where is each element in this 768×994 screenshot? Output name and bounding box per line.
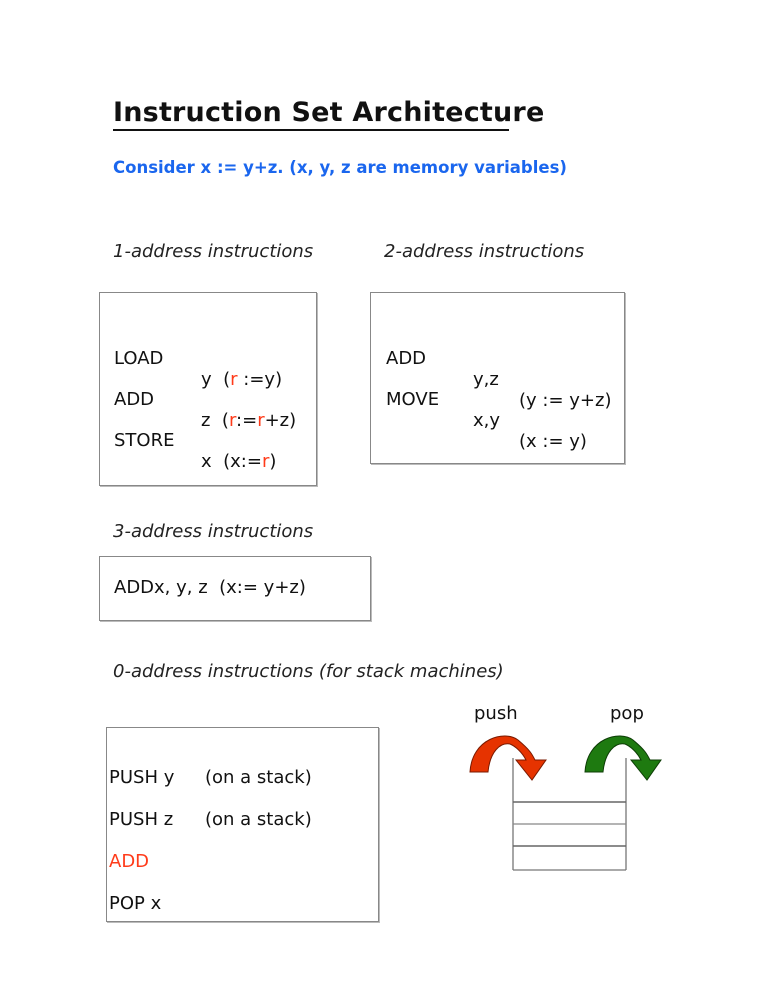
three-address-row: ADDx, y, z (x:= y+z) xyxy=(114,577,306,598)
zero-address-row-highlight: ADD xyxy=(109,851,150,872)
zero-address-label: 0-address instructions (for stack machines) xyxy=(113,661,504,682)
operands: y,z xyxy=(473,369,499,390)
operand: x (x:=r) xyxy=(201,451,277,472)
operand: y (r :=y) xyxy=(201,369,283,390)
stack-diagram xyxy=(460,730,700,880)
opcode: MOVE xyxy=(386,389,440,410)
three-address-label: 3-address instructions xyxy=(113,521,314,542)
operands: x,y xyxy=(473,410,501,431)
subtitle: Consider x := y+z. (x, y, z are memory variables) xyxy=(113,158,567,177)
push-arrow-icon xyxy=(470,736,546,780)
one-address-label: 1-address instructions xyxy=(113,241,314,262)
zero-address-row: PUSH y (on a stack) xyxy=(109,767,312,788)
three-address-box xyxy=(99,556,371,621)
two-address-box xyxy=(370,292,625,464)
one-address-box xyxy=(99,292,317,486)
opcode: ADD xyxy=(114,389,155,410)
zero-address-row: POP x xyxy=(109,893,162,914)
comment: (x := y) xyxy=(519,431,587,452)
pop-label: pop xyxy=(610,703,644,724)
opcode: STORE xyxy=(114,430,175,451)
pop-arrow-icon xyxy=(585,736,661,780)
push-label: push xyxy=(474,703,518,724)
two-address-label: 2-address instructions xyxy=(384,241,585,262)
opcode: LOAD xyxy=(114,348,164,369)
opcode: ADD xyxy=(386,348,427,369)
zero-address-row: PUSH z (on a stack) xyxy=(109,809,312,830)
comment: (y := y+z) xyxy=(519,390,612,411)
operand: z (r:=r+z) xyxy=(201,410,297,431)
zero-address-box xyxy=(106,727,379,922)
title-underline xyxy=(113,129,509,131)
page-title: Instruction Set Architecture xyxy=(113,97,545,128)
